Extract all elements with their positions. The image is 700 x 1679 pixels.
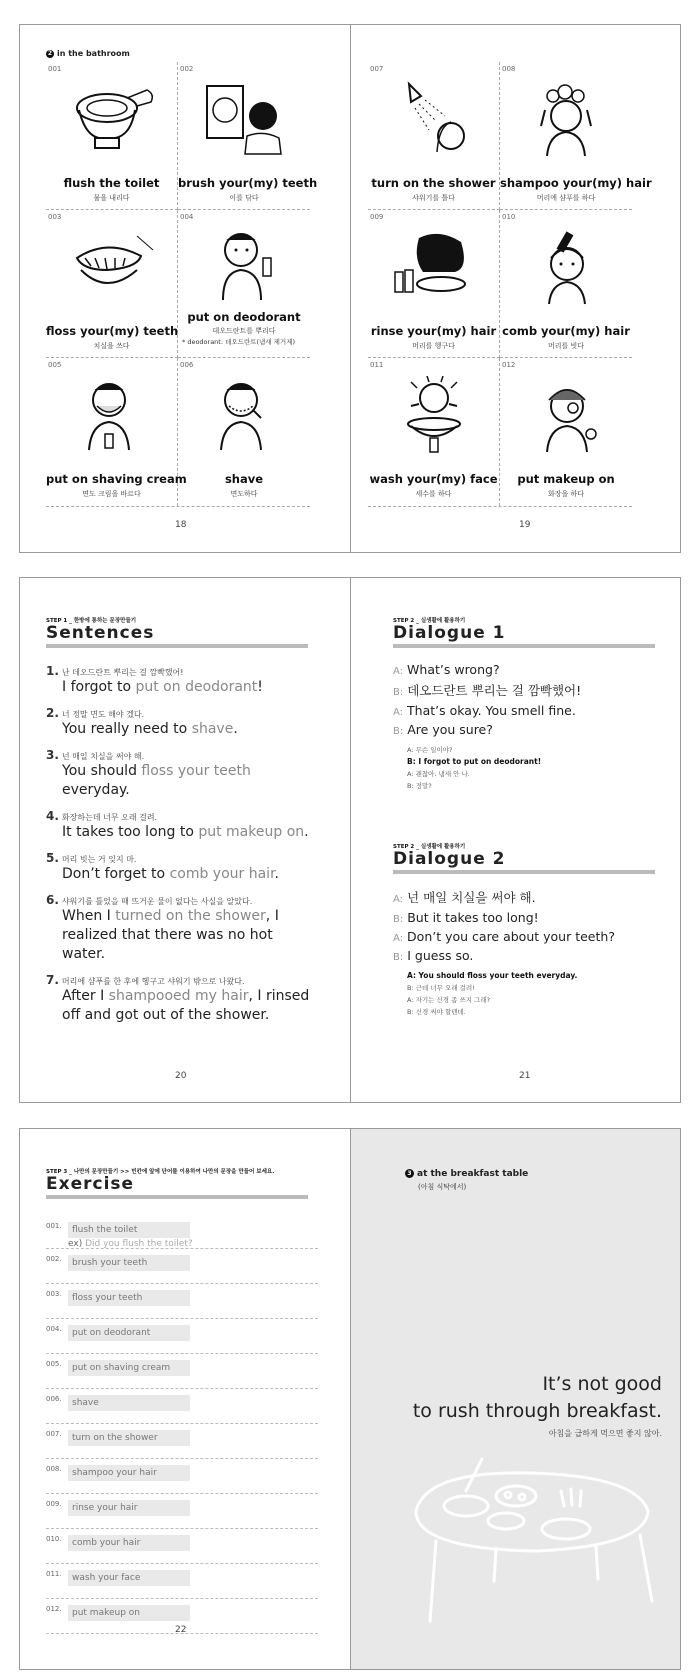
section-title: at the breakfast table (417, 1169, 529, 1179)
card-korean: 머리를 헹구다 (412, 342, 455, 350)
vocab-card (500, 358, 632, 506)
dialogue1-title: Dialogue 1 (393, 623, 655, 648)
section-heading (405, 1169, 528, 1179)
sentence-korean: 너 정말 면도 해야 겠다. (61, 710, 145, 719)
page-title: Exercise (46, 1174, 308, 1199)
exercise-phrase: comb your hair (68, 1535, 190, 1551)
vocab-card (178, 210, 310, 358)
wash-face-icon (389, 376, 479, 454)
card-number: 008 (502, 65, 516, 73)
page-gutter (350, 1129, 351, 1669)
makeup-icon (521, 376, 611, 454)
exercise-phrase: wash your face (68, 1570, 190, 1586)
card-korean: 세수를 하다 (415, 490, 452, 498)
exercise-row: 002. brush your teeth (46, 1249, 318, 1284)
sentence-number: 3. (46, 748, 59, 762)
card-number: 001 (48, 65, 62, 73)
vocab-card (368, 210, 500, 358)
card-korean: 머리를 빗다 (547, 342, 585, 350)
brush-teeth-icon (199, 80, 289, 158)
sentence-number: 5. (46, 851, 59, 865)
card-number: 012 (502, 361, 516, 369)
chapter-quote: It’s not good to rush through breakfast. (412, 1373, 662, 1422)
card-korean: 면도하다 (230, 490, 258, 498)
section-heading (46, 49, 130, 58)
section-title: in the bathroom (57, 49, 130, 58)
shaving-cream-icon (67, 376, 157, 454)
rinse-hair-icon (389, 228, 479, 306)
card-number: 005 (48, 361, 62, 369)
exercise-row: 010. comb your hair (46, 1529, 318, 1564)
dialogue-2 (393, 888, 655, 1019)
page-gutter (350, 25, 351, 552)
sentence-number: 6. (46, 893, 59, 907)
vocab-grid-right (368, 62, 652, 507)
vocab-card (500, 62, 652, 210)
exercise-phrase: shave (68, 1395, 190, 1411)
exercise-row: 012. put makeup on (46, 1599, 318, 1634)
shampoo-icon (521, 80, 611, 158)
dialogue-line: B: I guess so. (393, 948, 474, 963)
exercise-phrase: put on shaving cream (68, 1360, 190, 1376)
card-korean: 화장을 하다 (547, 490, 585, 498)
card-english: comb your(my) hair (502, 324, 630, 338)
dialogue-line: A: Don’t you care about your teeth? (393, 929, 615, 944)
card-number: 007 (370, 65, 384, 73)
dialogue-translation: A: 무슨 일이야? B: I forgot to put on deodorant! A: 괜찮아. 냄새 안 나. B: 정말? (407, 746, 542, 790)
exercise-row: 006. shave (46, 1389, 318, 1424)
exercise-phrase: turn on the shower (68, 1430, 190, 1446)
exercise-phrase: flush the toilet (68, 1222, 190, 1238)
spread-exercise-breakfast (19, 1128, 681, 1670)
sentence-item: 4. 화장하는데 너무 오래 걸려. It takes too long to put makeup on. (46, 809, 309, 840)
dialogue-1 (393, 662, 655, 793)
card-english: floss your(my) teeth (46, 324, 179, 338)
page-number: 22 (175, 1625, 187, 1635)
section-number-badge: 3 (405, 1169, 414, 1178)
exercise-phrase: rinse your hair (68, 1500, 190, 1516)
exercise-row: 007. turn on the shower (46, 1424, 318, 1459)
card-korean: 치실을 쓰다 (93, 342, 130, 350)
sentence-korean: 샤워기를 틀었을 때 뜨거운 물이 없다는 사실을 알았다. (61, 897, 253, 906)
dialogue-line: B: But it takes too long! (393, 910, 539, 925)
sentence-item: 5. 머리 빗는 거 잊지 마. Don’t forget to comb your hair. (46, 851, 279, 882)
card-footnote: * deodorant: 데오드란트(냄새 제거제) (182, 338, 296, 346)
sentence-number: 4. (46, 809, 59, 823)
sentence-number: 2. (46, 706, 59, 720)
sentence-item: 7. 머리에 샴푸를 한 후에 헹구고 샤워기 밖으로 나왔다. After I shampooed my hair, I rinsed off and got out of the shower. (46, 973, 310, 1023)
card-korean: 이를 닦다 (229, 194, 259, 202)
dialogue-translation: A: You should floss your teeth everyday. B: 근데 너무 오래 걸려! A: 자기는 신경 좀 쓰지 그래? B: 신경 써야 할텐데. (407, 971, 578, 1016)
vocab-card (178, 62, 318, 210)
dialogue-line: A: What’s wrong? (393, 662, 500, 677)
step-label: STEP 1 _ 한방에 통하는 문장만들기 (46, 618, 137, 624)
card-english: flush the toilet (63, 176, 160, 190)
vocab-card (368, 358, 500, 506)
chapter-quote-korean: 아침을 급하게 먹으면 좋지 않아. (548, 1429, 662, 1438)
card-korean: 데오드란트를 뿌리다 (212, 327, 276, 335)
sentence-highlight: comb your hair (169, 866, 275, 882)
shave-icon (199, 376, 289, 454)
card-korean: 물을 내리다 (93, 194, 130, 202)
vocab-card (178, 358, 310, 506)
card-korean: 머리에 샴푸를 하다 (536, 194, 596, 202)
spread-sentences-dialogues (19, 577, 681, 1103)
page-number: 19 (519, 520, 531, 530)
toilet-icon (67, 80, 157, 158)
card-english: turn on the shower (371, 176, 496, 190)
shower-icon (389, 80, 479, 158)
sentence-highlight: shampooed my hair (108, 988, 249, 1004)
card-english: put makeup on (517, 472, 615, 486)
vocab-card (368, 62, 500, 210)
sentence-highlight: shave (191, 721, 234, 737)
exercise-row: 011. wash your face (46, 1564, 318, 1599)
vocab-card (46, 62, 178, 210)
exercise-phrase: brush your teeth (68, 1255, 190, 1271)
step-label: STEP 2 _ 실생활에 활용하기 (393, 618, 466, 624)
exercise-phrase: put makeup on (68, 1605, 190, 1621)
sentence-number: 7. (46, 973, 59, 987)
page-number: 21 (519, 1071, 531, 1081)
card-english: wash your(my) face (369, 472, 498, 486)
sentence-highlight: turned on the shower (115, 908, 266, 924)
section-number-badge: 2 (47, 49, 53, 57)
card-number: 002 (180, 65, 194, 73)
floss-icon (67, 228, 157, 306)
card-korean: 샤워기를 틀다 (412, 194, 455, 202)
dialogue-line: B: 데오드란트 뿌리는 걸 깜빡했어! (393, 683, 582, 698)
exercise-row: 009. rinse your hair (46, 1494, 318, 1529)
sentence-highlight: put on deodorant (135, 679, 258, 695)
sentence-item: 1. 난 데오드란트 뿌리는 걸 깜빡했어! I forgot to put on deodorant! (46, 664, 263, 695)
sentence-number: 1. (46, 664, 59, 678)
sentence-list (46, 664, 316, 1034)
card-english: rinse your(my) hair (370, 324, 497, 338)
comb-icon (521, 228, 611, 306)
deodorant-icon (199, 228, 289, 306)
exercise-phrase: shampoo your hair (68, 1465, 190, 1481)
breakfast-table-icon (396, 1451, 666, 1631)
dialogue-line: A: 넌 매일 치실을 써야 해. (393, 890, 536, 905)
dialogue2-title: Dialogue 2 (393, 849, 655, 874)
vocab-card (500, 210, 632, 358)
card-english: put on shaving cream (46, 472, 187, 486)
example-sentence: ex) Did you flush the toilet? (68, 1239, 193, 1249)
sentence-korean: 머리 빗는 거 잊지 마. (61, 855, 137, 864)
card-english: shave (224, 472, 264, 486)
exercise-list (46, 1216, 318, 1634)
sentence-highlight: put makeup on (198, 824, 305, 840)
exercise-phrase: floss your teeth (68, 1290, 190, 1306)
spread-bathroom-vocab (19, 24, 681, 553)
dialogue-line: A: That’s okay. You smell fine. (393, 703, 576, 718)
card-korean: 면도 크림을 바르다 (82, 490, 141, 498)
card-number: 009 (370, 213, 384, 221)
sentence-korean: 난 데오드란트 뿌리는 걸 깜빡했어! (61, 668, 184, 677)
card-number: 010 (502, 213, 516, 221)
exercise-phrase: put on deodorant (68, 1325, 190, 1341)
section-subtitle: (아침 식탁에서) (418, 1183, 467, 1191)
card-english: shampoo your(my) hair (500, 176, 652, 190)
sentence-item: 3. 넌 매일 치실을 써야 해. You should floss your teeth everyday. (46, 748, 251, 798)
exercise-row: 003. floss your teeth (46, 1284, 318, 1319)
sentence-item: 2. 너 정말 면도 해야 겠다. You really need to shave. (46, 706, 238, 737)
vocab-card (46, 210, 178, 358)
exercise-row: 001. flush the toilet ex) Did you flush the toilet? (46, 1216, 318, 1249)
card-number: 006 (180, 361, 194, 369)
exercise-row: 004. put on deodorant (46, 1319, 318, 1354)
sentence-korean: 머리에 샴푸를 한 후에 헹구고 샤워기 밖으로 나왔다. (61, 977, 245, 986)
dialogue-line: B: Are you sure? (393, 722, 493, 737)
sentence-korean: 화장하는데 너무 오래 걸려. (61, 813, 158, 822)
sentence-highlight: floss your teeth (141, 763, 251, 779)
step-label: STEP 3 _ 나만의 문장만들기 >> 빈칸에 앞에 단어를 이용하여 나만의 문장을 만들어 보세요. (46, 1169, 275, 1175)
page-gutter (350, 578, 351, 1102)
exercise-row: 005. put on shaving cream (46, 1354, 318, 1389)
page-number: 20 (175, 1071, 187, 1081)
card-english: put on deodorant (187, 310, 301, 324)
step-label: STEP 2 _ 실생활에 활용하기 (393, 844, 466, 850)
page-title: Sentences (46, 623, 308, 648)
card-number: 011 (370, 361, 384, 369)
card-number: 004 (180, 213, 194, 221)
page-number: 18 (175, 520, 187, 530)
sentence-korean: 넌 매일 치실을 써야 해. (61, 752, 145, 761)
vocab-grid-left (46, 62, 318, 507)
card-english: brush your(my) teeth (178, 176, 318, 190)
exercise-row: 008. shampoo your hair (46, 1459, 318, 1494)
sentence-item: 6. 샤워기를 틀었을 때 뜨거운 물이 없다는 사실을 알았다. When I turned on the shower, I realized that there was no hot water. (46, 893, 279, 962)
card-number: 003 (48, 213, 62, 221)
